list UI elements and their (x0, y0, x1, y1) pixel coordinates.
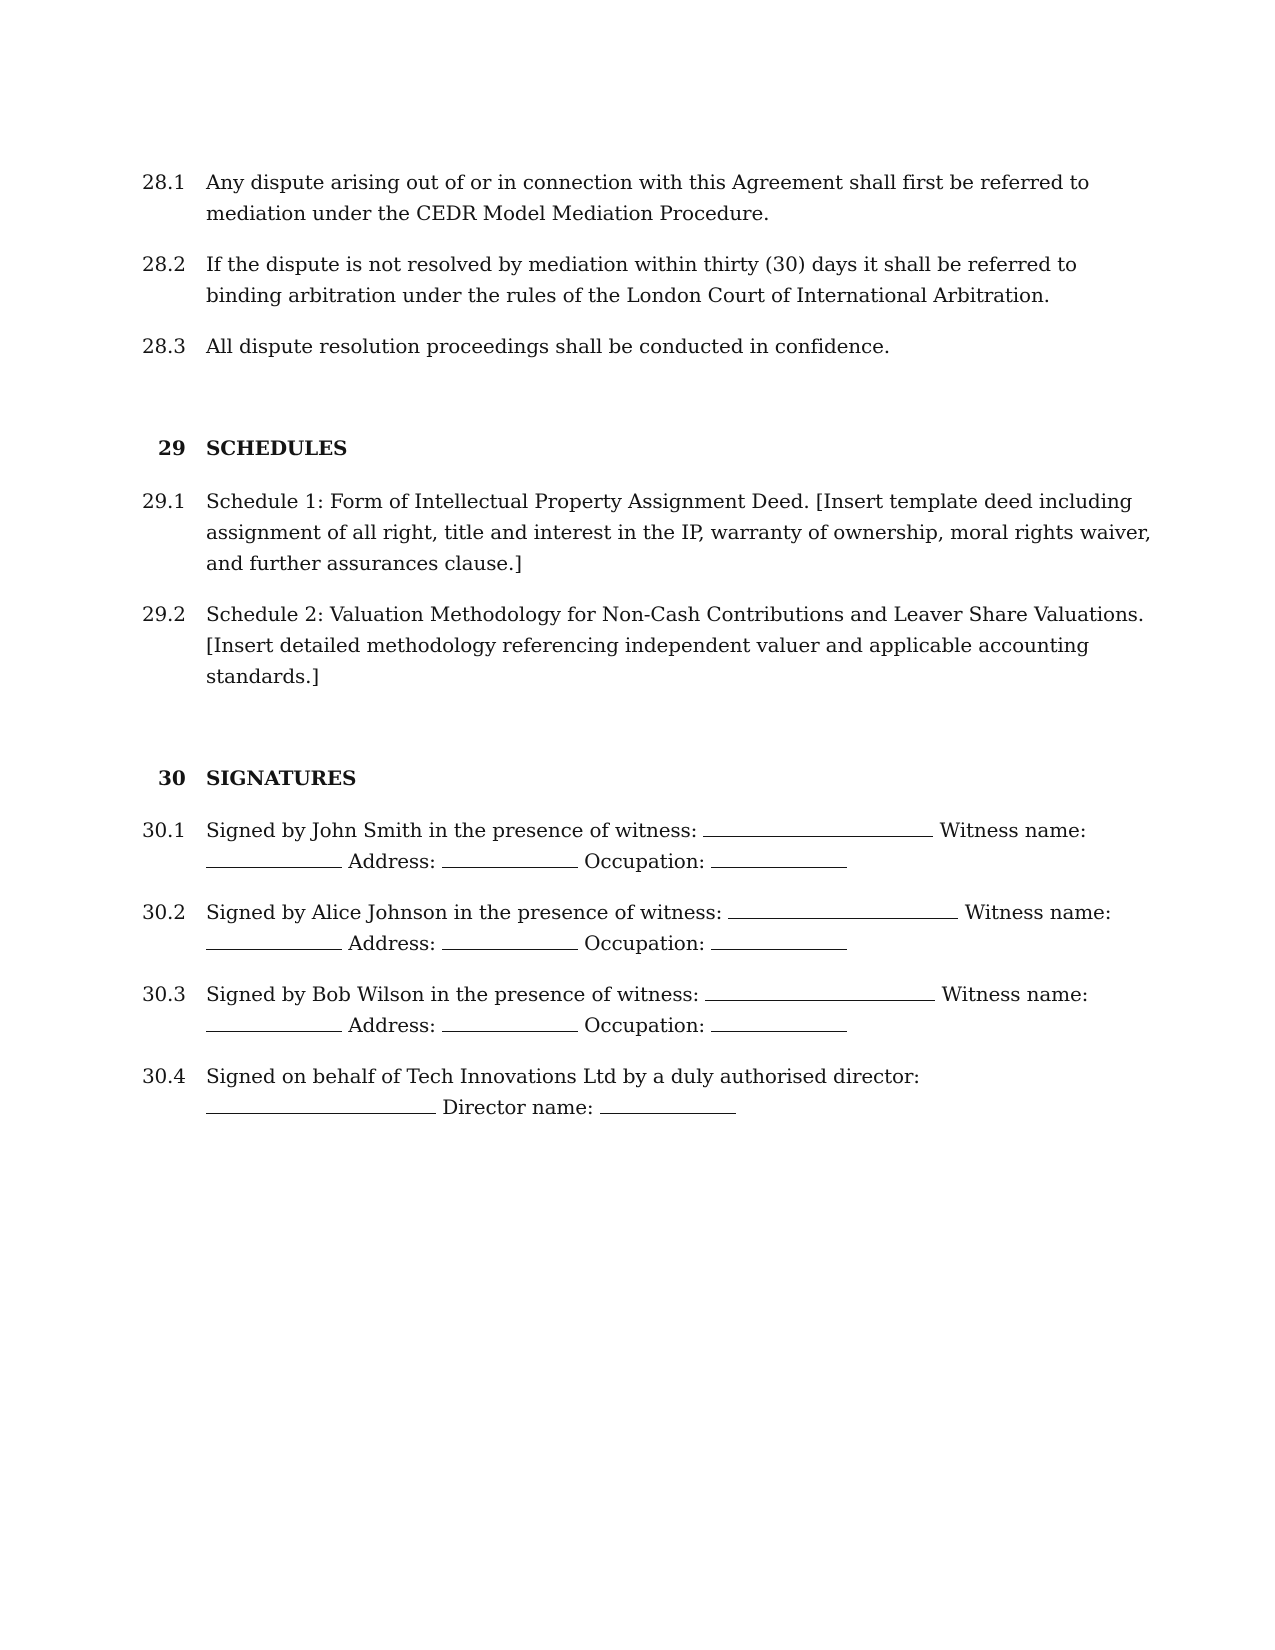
clause-number: 29.2 (142, 602, 186, 626)
clause-text-line: If the dispute is not resolved by mediation within thirty (30) days it shall be referred to (206, 252, 1077, 276)
witness-name-blank[interactable] (206, 1011, 342, 1032)
director-signature-blank[interactable] (206, 1093, 436, 1114)
clause-number: 28.3 (142, 334, 186, 358)
signature-statement: Signed on behalf of Tech Innovations Ltd by a duly authorised director: (206, 1064, 920, 1088)
clause-text-line: standards.] (206, 664, 319, 688)
address-blank[interactable] (442, 847, 578, 868)
clause-number: 30.3 (142, 982, 186, 1006)
clause-text (206, 249, 1136, 311)
occupation-label: Occupation: (584, 849, 706, 873)
clause-number: 30.1 (142, 818, 186, 842)
occupation-blank[interactable] (711, 1011, 847, 1032)
address-label: Address: (348, 1013, 436, 1037)
witness-name-label: Witness name: (939, 818, 1087, 842)
signature-block (206, 897, 1136, 959)
clause-number: 28.1 (142, 170, 186, 194)
witness-signature-blank[interactable] (703, 816, 933, 837)
director-name-blank[interactable] (600, 1093, 736, 1114)
section-number: 29 (158, 436, 186, 460)
clause-text (206, 331, 1136, 362)
signature-statement: Signed by John Smith in the presence of witness: (206, 818, 698, 842)
signature-statement: Signed by Alice Johnson in the presence of witness: (206, 900, 723, 924)
clause-number: 30.2 (142, 900, 186, 924)
address-label: Address: (348, 849, 436, 873)
clause-number: 29.1 (142, 489, 186, 513)
clause-text (206, 486, 1151, 579)
occupation-blank[interactable] (711, 847, 847, 868)
clause-text-line: [Insert detailed methodology referencing independent valuer and applicable accounting (206, 633, 1089, 657)
signature-statement: Signed by Bob Wilson in the presence of witness: (206, 982, 700, 1006)
clause-number: 28.2 (142, 252, 186, 276)
signature-block (206, 1061, 1136, 1123)
clause-text-line: Any dispute arising out of or in connection with this Agreement shall first be referred to (206, 170, 1090, 194)
director-name-label: Director name: (442, 1095, 594, 1119)
clause-text-line: mediation under the CEDR Model Mediation Procedure. (206, 201, 770, 225)
clause-text-line: binding arbitration under the rules of the London Court of International Arbitration. (206, 283, 1050, 307)
section-title: SIGNATURES (206, 766, 357, 790)
section-number: 30 (158, 766, 186, 790)
address-blank[interactable] (442, 1011, 578, 1032)
occupation-label: Occupation: (584, 1013, 706, 1037)
witness-signature-blank[interactable] (728, 898, 958, 919)
clause-text-line: Schedule 1: Form of Intellectual Property Assignment Deed. [Insert template deed including (206, 489, 1133, 513)
witness-signature-blank[interactable] (705, 980, 935, 1001)
clause-text-line: All dispute resolution proceedings shall be conducted in confidence. (206, 334, 890, 358)
signature-block (206, 815, 1136, 877)
clause-text (206, 599, 1144, 692)
occupation-blank[interactable] (711, 929, 847, 950)
clause-number: 30.4 (142, 1064, 186, 1088)
section-title: SCHEDULES (206, 436, 348, 460)
clause-text-line: Schedule 2: Valuation Methodology for Non-Cash Contributions and Leaver Share Valuations. (206, 602, 1144, 626)
signature-block (206, 979, 1136, 1041)
witness-name-blank[interactable] (206, 929, 342, 950)
clause-text-line: assignment of all right, title and interest in the IP, warranty of ownership, moral rights waiver, (206, 520, 1151, 544)
occupation-label: Occupation: (584, 931, 706, 955)
clause-text-line: and further assurances clause.] (206, 551, 522, 575)
clause-text (206, 167, 1136, 229)
address-blank[interactable] (442, 929, 578, 950)
witness-name-label: Witness name: (941, 982, 1089, 1006)
address-label: Address: (348, 931, 436, 955)
witness-name-blank[interactable] (206, 847, 342, 868)
witness-name-label: Witness name: (964, 900, 1112, 924)
